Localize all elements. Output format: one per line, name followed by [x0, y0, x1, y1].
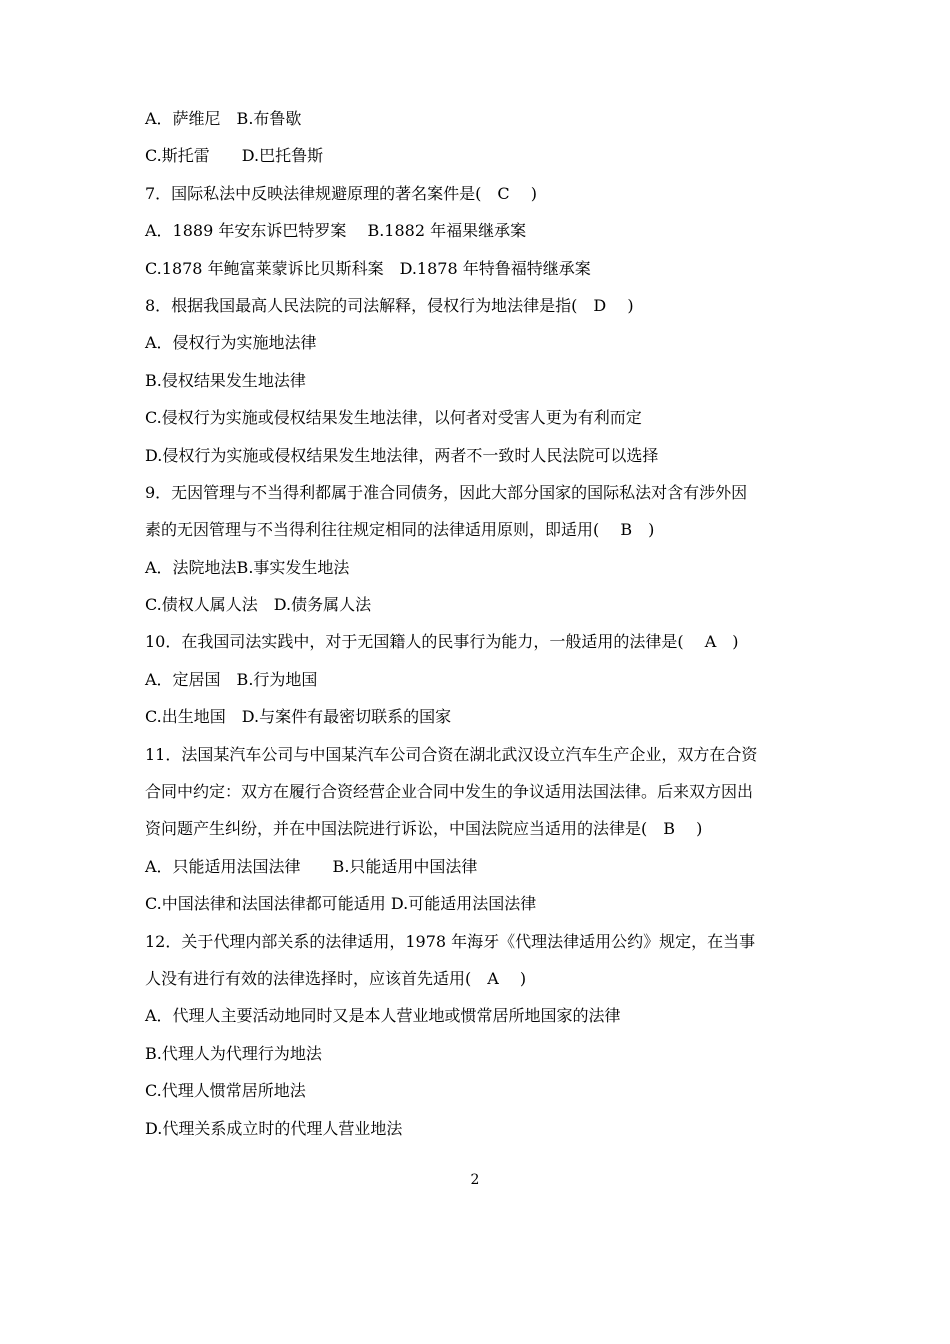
text-line: 素的无因管理与不当得利往往规定相同的法律适用原则，即适用( B ) — [145, 520, 655, 540]
question-10: 10．在我国司法实践中，对于无国籍人的民事行为能力，一般适用的法律是( A ) — [145, 632, 739, 652]
text-line: A．侵权行为实施地法律 — [145, 333, 317, 353]
question-12: 12．关于代理内部关系的法律适用，1978 年海牙《代理法律适用公约》规定，在当事 — [145, 931, 756, 951]
text-line: B.代理人为代理行为地法 — [145, 1043, 322, 1063]
question-9: 9．无因管理与不当得利都属于准合同债务，因此大部分国家的国际私法对含有涉外因 — [145, 482, 748, 502]
text-line: C.代理人惯常居所地法 — [145, 1081, 306, 1101]
text-line: A．1889 年安东诉巴特罗案 B.1882 年福果继承案 — [145, 221, 527, 241]
text-line: A．定居国 B.行为地国 — [145, 669, 318, 689]
text-line: C.出生地国 D.与案件有最密切联系的国家 — [145, 707, 452, 727]
text-line: 人没有进行有效的法律选择时，应该首先适用( A ) — [145, 968, 527, 988]
question-11: 11．法国某汽车公司与中国某汽车公司合资在湖北武汉设立汽车生产企业，双方在合资 — [145, 744, 758, 764]
text-line: 资问题产生纠纷，并在中国法院进行诉讼，中国法院应当适用的法律是( B ) — [145, 819, 703, 839]
text-line: D.侵权行为实施或侵权结果发生地法律，两者不一致时人民法院可以选择 — [145, 445, 659, 465]
text-line: C.1878 年鲍富莱蒙诉比贝斯科案 D.1878 年特鲁福特继承案 — [145, 258, 591, 278]
page-number: 2 — [470, 1172, 480, 1188]
question-8: 8．根据我国最高人民法院的司法解释，侵权行为地法律是指( D ) — [145, 295, 634, 315]
question-content — [145, 100, 810, 1147]
text-line: B.侵权结果发生地法律 — [145, 370, 306, 390]
text-line: A．萨维尼 B.布鲁歇 — [145, 109, 302, 128]
question-7: 7．国际私法中反映法律规避原理的著名案件是( C ) — [145, 183, 537, 203]
text-line: A．只能适用法国法律 B.只能适用中国法律 — [145, 856, 478, 876]
text-line: C.斯托雷 D.巴托鲁斯 — [145, 146, 324, 166]
text-line: C.中国法律和法国法律都可能适用 D.可能适用法国法律 — [145, 894, 537, 914]
text-line: 合同中约定：双方在履行合资经营企业合同中发生的争议适用法国法律。后来双方因出 — [145, 782, 754, 802]
text-line: A．法院地法B.事实发生地法 — [145, 557, 350, 577]
text-line: A．代理人主要活动地同时又是本人营业地或惯常居所地国家的法律 — [145, 1006, 621, 1026]
text-line: D.代理关系成立时的代理人营业地法 — [145, 1118, 403, 1138]
text-line: C.侵权行为实施或侵权结果发生地法律，以何者对受害人更为有利而定 — [145, 408, 642, 428]
text-line: C.债权人属人法 D.债务属人法 — [145, 595, 372, 615]
